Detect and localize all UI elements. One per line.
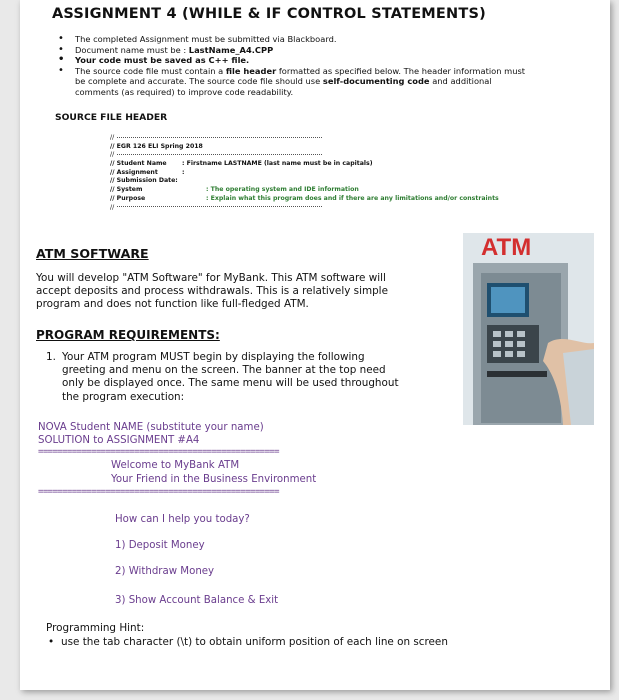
instruction-item: [52, 45, 597, 56]
purpose-value: : Explain what this program does and if there are any limitations and/or constraints: [206, 194, 499, 202]
instruction-text: Your code must be saved as C++ file.: [75, 55, 250, 66]
requirement-line: only be displayed once. The same menu will be used throughout: [62, 377, 399, 390]
list-number: 1.: [46, 351, 56, 363]
instruction-text: formatted as specified below. The header information must: [276, 65, 526, 76]
menu-option-withdraw: 2) Withdraw Money: [115, 566, 215, 577]
requirement-line: Your ATM program MUST begin by displaying the following: [62, 351, 365, 363]
description-line: You will develop "ATM Software" for MyBank. This ATM software will: [36, 272, 386, 284]
banner-rule-bottom: ==================================================: [38, 487, 279, 497]
source-header-heading: SOURCE FILE HEADER: [55, 112, 168, 123]
atm-software-heading: ATM SOFTWARE: [36, 246, 149, 261]
system-value: : The operating system and IDE information: [206, 186, 359, 194]
hint-label: Programming Hint:: [46, 622, 145, 634]
dotted-rule: [117, 137, 322, 138]
page-title: ASSIGNMENT 4 (WHILE & IF CONTROL STATEMENTS): [52, 6, 486, 22]
comment-line: //: [110, 203, 115, 211]
requirement-line: greeting and menu on the screen. The banner at the top need: [62, 364, 386, 377]
menu-option-balance: 3) Show Account Balance & Exit: [115, 595, 279, 606]
instruction-text: The source code file must contain a: [75, 65, 226, 76]
instruction-text: and additional: [429, 76, 492, 87]
dotted-rule: [117, 154, 322, 155]
course-line: // EGR 126 ELI Spring 2018: [110, 142, 203, 150]
date-label: // Submission Date:: [110, 177, 178, 185]
instruction-item: [52, 34, 597, 45]
requirements-heading: PROGRAM REQUIREMENTS:: [36, 328, 220, 342]
instructions-list: [52, 34, 597, 98]
comment-line: //: [110, 134, 115, 141]
welcome-line: Welcome to MyBank ATM: [111, 460, 240, 471]
document-page: [20, 0, 610, 690]
menu-prompt: How can I help you today?: [115, 514, 250, 525]
student-name-line: NOVA Student NAME (substitute your name): [38, 422, 264, 433]
instruction-bold: self-documenting code: [322, 76, 430, 87]
atm-machine-image: [463, 233, 594, 425]
atm-description: [36, 272, 456, 312]
student-value: : Firstname LASTNAME (last name must be in capitals): [182, 160, 373, 168]
description-line: program and does not function like full-fledged ATM.: [36, 298, 309, 311]
requirements-list: [38, 351, 462, 404]
menu-option-deposit: 1) Deposit Money: [115, 540, 205, 551]
comment-line: //: [110, 151, 115, 159]
instruction-bold: file header: [225, 65, 277, 76]
purpose-label: // Purpose: [110, 194, 146, 202]
hint-text: use the tab character (\t) to obtain uniform position of each line on screen: [61, 635, 448, 648]
programming-hint: [46, 622, 586, 649]
source-header-block: [110, 134, 499, 212]
student-label: // Student Name: [110, 160, 167, 168]
assignment-label: // Assignment: [110, 168, 158, 176]
assignment-value: :: [182, 168, 185, 176]
instruction-text: Document name must be :: [75, 44, 189, 55]
instruction-item: [52, 66, 597, 98]
solution-line: SOLUTION to ASSIGNMENT #A4: [38, 435, 200, 446]
instruction-text: The completed Assignment must be submitted via Blackboard.: [75, 34, 337, 44]
instruction-item: [52, 55, 597, 66]
dotted-rule: [117, 206, 322, 207]
instruction-text: comments (as required) to improve code readability.: [75, 86, 294, 97]
description-line: accept deposits and process withdrawals. This is a relatively simple: [36, 285, 388, 298]
friend-line: Your Friend in the Business Environment: [111, 474, 317, 485]
hint-bullet: •: [48, 635, 55, 648]
requirement-line: the program execution:: [62, 390, 185, 403]
document-name: LastName_A4.CPP: [188, 44, 274, 55]
atm-sign: ATM: [481, 234, 532, 261]
instruction-text: be complete and accurate. The source code file should use: [75, 76, 323, 87]
banner-rule-top: ==================================================: [38, 447, 279, 457]
system-label: // System: [110, 186, 143, 194]
